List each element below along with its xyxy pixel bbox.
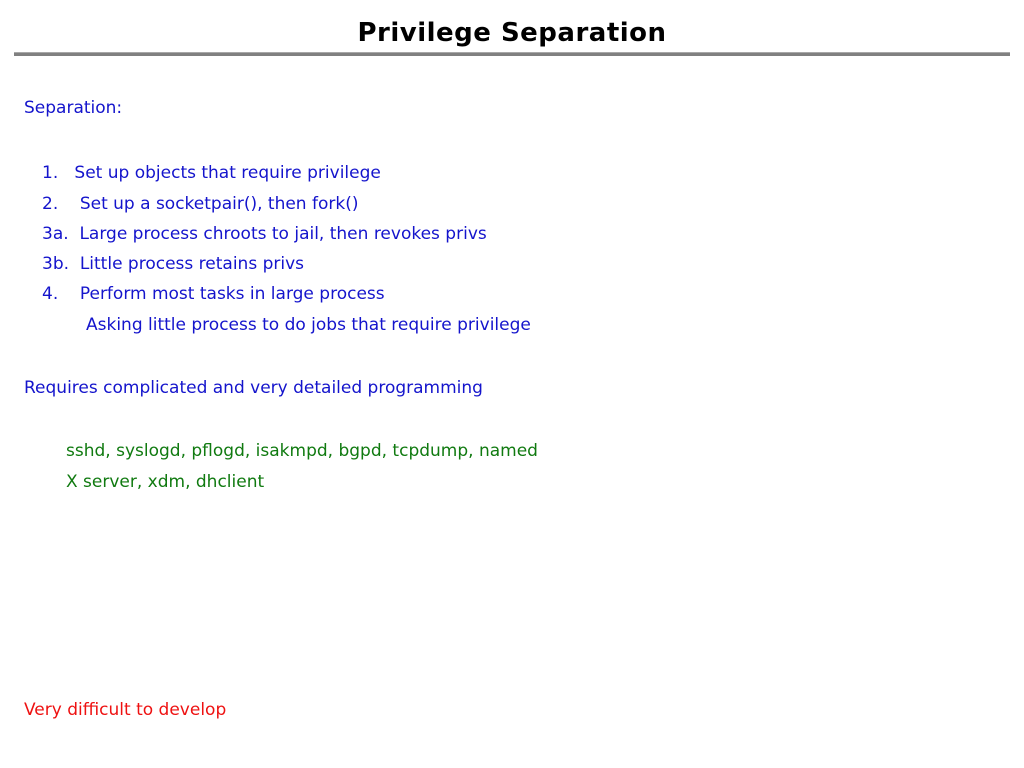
list-item: sshd, syslogd, pflogd, isakmpd, bgpd, tcpdump, named — [66, 441, 538, 462]
requirements-note: Requires complicated and very detailed programming — [24, 377, 483, 398]
list-item: 2. Set up a socketpair(), then fork() — [42, 193, 359, 214]
separation-steps-list — [24, 158, 984, 340]
title-divider — [14, 52, 1010, 56]
list-item: Asking little process to do jobs that require privilege — [86, 314, 531, 335]
separation-heading: Separation: — [24, 98, 123, 118]
slide-body — [24, 98, 984, 497]
page-title: Privilege Separation — [357, 18, 667, 48]
examples-list — [24, 436, 984, 497]
list-item: 1. Set up objects that require privilege — [42, 163, 381, 184]
footer-note: Very difficult to develop — [24, 700, 227, 720]
list-item: 3a. Large process chroots to jail, then revokes privs — [42, 223, 487, 244]
list-item: 3b. Little process retains privs — [42, 254, 304, 275]
list-item: 4. Perform most tasks in large process — [42, 284, 385, 305]
list-item: X server, xdm, dhclient — [66, 471, 265, 492]
